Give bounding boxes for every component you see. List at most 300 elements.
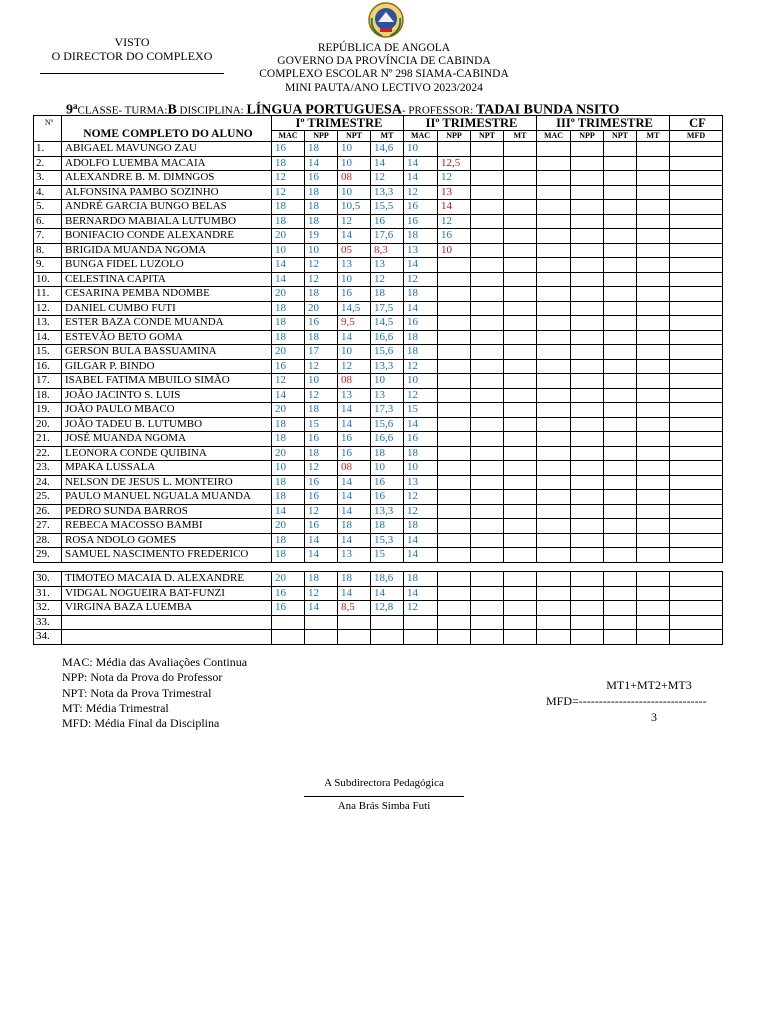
- grade-cell-t1-mt: 15,6: [371, 345, 404, 360]
- grade-cell-t1-npp: 14: [305, 601, 338, 616]
- student-name: SAMUEL NASCIMENTO FREDERICO: [62, 548, 272, 563]
- grade-cell-empty: [670, 142, 723, 157]
- classe-number: 9: [66, 102, 73, 118]
- grade-cell-empty: [537, 301, 571, 316]
- grade-cell-t1-npt: 13: [338, 548, 371, 563]
- grade-cell-t1-mac: 20: [272, 446, 305, 461]
- grade-cell-t1-npt: 16: [338, 287, 371, 302]
- grade-cell-t2-mac: 18: [404, 519, 438, 534]
- professor-value: TADAI BUNDA NSITO: [475, 102, 620, 118]
- grade-cell-t1-mt: 13,3: [371, 359, 404, 374]
- grade-cell-empty: [537, 504, 571, 519]
- grade-cell-empty: [571, 403, 604, 418]
- student-name: ESTEVÃO BETO GOMA: [62, 330, 272, 345]
- grade-cell-t1-npp: 14: [305, 533, 338, 548]
- grade-cell-t2-npp: [438, 519, 471, 534]
- grade-cell-t1-npt: 10: [338, 142, 371, 157]
- grade-cell-t1-mt: 16,6: [371, 432, 404, 447]
- grade-cell-t2-mt: [504, 615, 537, 630]
- grade-cell-t1-mac: 18: [272, 533, 305, 548]
- grade-cell-empty: [637, 359, 670, 374]
- grade-cell-t2-npp: [438, 403, 471, 418]
- grade-cell-t2-mt: [504, 258, 537, 273]
- grade-cell-empty: [537, 258, 571, 273]
- grade-cell-t2-mt: [504, 359, 537, 374]
- grade-cell-empty: [537, 417, 571, 432]
- grade-cell-t2-mac: 12: [404, 185, 438, 200]
- grade-cell-empty: [670, 586, 723, 601]
- grade-cell-empty: [571, 615, 604, 630]
- grade-cell-t2-mac: 14: [404, 171, 438, 186]
- grade-cell-t2-mac: 13: [404, 475, 438, 490]
- formula-lhs: MFD=--------------------------------: [546, 694, 707, 708]
- student-name: ANDRÉ GARCIA BUNGO BELAS: [62, 200, 272, 215]
- grade-cell-empty: [637, 185, 670, 200]
- table-row: [34, 615, 723, 630]
- grade-cell-t1-mt: 15,6: [371, 417, 404, 432]
- grade-cell-t2-mt: [504, 301, 537, 316]
- grades-table: [33, 115, 723, 563]
- grade-cell-t1-npt: 10: [338, 272, 371, 287]
- grade-cell-empty: [637, 630, 670, 645]
- grade-cell-t1-npt: 14: [338, 475, 371, 490]
- grade-cell-t1-npp: 16: [305, 519, 338, 534]
- grade-cell-t1-mt: 13,3: [371, 504, 404, 519]
- grade-cell-empty: [604, 504, 637, 519]
- grade-cell-t2-mac: 14: [404, 301, 438, 316]
- school-line: COMPLEXO ESCOLAR Nº 298 SIAMA-CABINDA: [259, 68, 509, 81]
- grade-cell-empty: [604, 403, 637, 418]
- grade-cell-t2-npt: [471, 586, 504, 601]
- grade-cell-t1-mt: 8,3: [371, 243, 404, 258]
- row-number: 9.: [34, 258, 62, 273]
- grade-cell-empty: [604, 258, 637, 273]
- grade-cell-empty: [670, 171, 723, 186]
- grade-cell-t2-mt: [504, 630, 537, 645]
- grade-cell-t1-mt: 17,6: [371, 229, 404, 244]
- grade-cell-t2-mt: [504, 243, 537, 258]
- grade-cell-empty: [571, 586, 604, 601]
- grade-cell-t1-npt: 14: [338, 330, 371, 345]
- grade-cell-t1-npt: 05: [338, 243, 371, 258]
- grade-cell-empty: [571, 432, 604, 447]
- grade-cell-t2-npt: [471, 258, 504, 273]
- grade-cell-empty: [537, 171, 571, 186]
- mfd-formula: [546, 677, 732, 725]
- grade-cell-t2-npt: [471, 345, 504, 360]
- grade-cell-t1-mt: 15: [371, 548, 404, 563]
- npp-header: NPP: [571, 131, 604, 142]
- grade-cell-t2-mac: 18: [404, 229, 438, 244]
- grade-cell-empty: [637, 142, 670, 157]
- grade-cell-empty: [571, 475, 604, 490]
- student-name: ISABEL FATIMA MBUILO SIMÃO: [62, 374, 272, 389]
- angola-emblem-icon: [366, 0, 406, 40]
- grade-cell-t1-mt: 18,6: [371, 572, 404, 587]
- grade-cell-t2-mac: 18: [404, 572, 438, 587]
- row-number: 30.: [34, 572, 62, 587]
- grade-cell-empty: [537, 630, 571, 645]
- table-row: [34, 432, 723, 447]
- grade-cell-empty: [604, 185, 637, 200]
- row-number: 10.: [34, 272, 62, 287]
- row-number: 14.: [34, 330, 62, 345]
- grade-cell-t1-mac: [272, 630, 305, 645]
- grade-cell-t2-npt: [471, 572, 504, 587]
- legend-item: MAC: Média das Avaliações Continua: [62, 655, 248, 669]
- grade-cell-empty: [670, 615, 723, 630]
- grade-cell-empty: [537, 200, 571, 215]
- grade-cell-t1-npp: 18: [305, 446, 338, 461]
- grade-cell-t1-mac: 10: [272, 243, 305, 258]
- grade-cell-t2-npp: 12: [438, 171, 471, 186]
- table-row: [34, 272, 723, 287]
- grade-cell-t2-mt: [504, 214, 537, 229]
- grade-cell-t2-npp: [438, 316, 471, 331]
- grade-cell-t2-npp: [438, 359, 471, 374]
- grade-cell-t2-mac: 12: [404, 388, 438, 403]
- grade-cell-t2-npt: [471, 359, 504, 374]
- grade-cell-t1-npp: 16: [305, 171, 338, 186]
- table-row: [34, 533, 723, 548]
- grade-cell-empty: [537, 519, 571, 534]
- grade-cell-t1-mac: 18: [272, 417, 305, 432]
- student-name: [62, 630, 272, 645]
- row-number: 6.: [34, 214, 62, 229]
- grade-cell-t1-mt: 10: [371, 374, 404, 389]
- grade-cell-t1-npt: 10: [338, 185, 371, 200]
- grade-cell-t2-npp: [438, 461, 471, 476]
- table-row: [34, 301, 723, 316]
- student-name: MPAKA LUSSALA: [62, 461, 272, 476]
- grade-cell-t2-npt: [471, 185, 504, 200]
- grade-cell-t1-mac: 14: [272, 388, 305, 403]
- student-name: JOÃO JACINTO S. LUIS: [62, 388, 272, 403]
- grade-cell-t1-npp: 12: [305, 586, 338, 601]
- grade-cell-t1-npp: 16: [305, 475, 338, 490]
- table-row: [34, 417, 723, 432]
- table-row: [34, 403, 723, 418]
- table-row: [34, 330, 723, 345]
- table-row: [34, 601, 723, 616]
- grade-cell-t1-npt: 14: [338, 504, 371, 519]
- row-number: 12.: [34, 301, 62, 316]
- table-row: [34, 200, 723, 215]
- grade-cell-t2-mac: 10: [404, 142, 438, 157]
- grade-cell-t1-npt: 08: [338, 374, 371, 389]
- grade-cell-t2-mt: [504, 316, 537, 331]
- grade-cell-t2-npt: [471, 142, 504, 157]
- row-number: 33.: [34, 615, 62, 630]
- grade-cell-empty: [571, 156, 604, 171]
- grade-cell-empty: [571, 461, 604, 476]
- grade-cell-t1-npt: 14: [338, 533, 371, 548]
- formula-numerator: MT1+MT2+MT3: [606, 678, 692, 692]
- grade-cell-t1-mt: 18: [371, 519, 404, 534]
- student-name: NELSON DE JESUS L. MONTEIRO: [62, 475, 272, 490]
- grade-cell-t1-npt: 14: [338, 417, 371, 432]
- grade-cell-empty: [604, 142, 637, 157]
- grade-cell-t2-npp: [438, 446, 471, 461]
- grade-cell-t1-mac: 12: [272, 374, 305, 389]
- row-number: 8.: [34, 243, 62, 258]
- npt-header: NPT: [338, 131, 371, 142]
- table-row: [34, 243, 723, 258]
- grade-cell-empty: [571, 171, 604, 186]
- table-row: [34, 519, 723, 534]
- grade-cell-empty: [637, 330, 670, 345]
- grade-cell-empty: [604, 330, 637, 345]
- grade-cell-t2-mt: [504, 185, 537, 200]
- grade-cell-t2-mac: 18: [404, 287, 438, 302]
- grade-cell-empty: [670, 345, 723, 360]
- grade-cell-t1-mt: 12,8: [371, 601, 404, 616]
- grade-cell-empty: [604, 388, 637, 403]
- grade-cell-t2-mac: 10: [404, 374, 438, 389]
- grade-cell-empty: [670, 475, 723, 490]
- grade-cell-t2-npt: [471, 316, 504, 331]
- grade-cell-t1-npt: 08: [338, 171, 371, 186]
- director-label: O DIRECTOR DO COMPLEXO: [51, 49, 213, 63]
- grade-cell-t1-mt: 14,5: [371, 316, 404, 331]
- grade-cell-empty: [537, 316, 571, 331]
- grade-cell-empty: [537, 432, 571, 447]
- grade-cell-empty: [670, 301, 723, 316]
- grade-cell-t1-mac: 18: [272, 475, 305, 490]
- table-row: [34, 572, 723, 587]
- grade-cell-t2-mac: 12: [404, 359, 438, 374]
- row-number: 7.: [34, 229, 62, 244]
- table-row: [34, 461, 723, 476]
- table-row: [34, 388, 723, 403]
- name-header: NOME COMPLETO DO ALUNO: [62, 116, 272, 142]
- grades-table-continued: [33, 571, 723, 645]
- grade-cell-t1-mt: [371, 615, 404, 630]
- student-name: LEONORA CONDE QUIBINA: [62, 446, 272, 461]
- grade-cell-t2-mac: 14: [404, 156, 438, 171]
- table-row: [34, 185, 723, 200]
- grade-cell-empty: [537, 572, 571, 587]
- turma-value: B: [167, 102, 177, 118]
- grade-cell-empty: [637, 504, 670, 519]
- visto-block: [40, 35, 224, 74]
- grade-cell-empty: [571, 572, 604, 587]
- grade-cell-t2-mt: [504, 432, 537, 447]
- grade-cell-t2-npt: [471, 287, 504, 302]
- grade-cell-t1-mac: 18: [272, 156, 305, 171]
- grade-cell-empty: [537, 272, 571, 287]
- grade-cell-t2-npt: [471, 171, 504, 186]
- grade-cell-t2-mt: [504, 200, 537, 215]
- grade-cell-empty: [670, 572, 723, 587]
- grade-cell-t2-npp: [438, 533, 471, 548]
- grade-cell-empty: [604, 301, 637, 316]
- grade-cell-t2-mt: [504, 446, 537, 461]
- disciplina-value: LÍNGUA PORTUGUESA: [246, 102, 402, 118]
- grade-cell-empty: [637, 243, 670, 258]
- grade-cell-t1-npp: 12: [305, 388, 338, 403]
- grade-cell-t1-npp: 18: [305, 287, 338, 302]
- grade-cell-t2-npp: 13: [438, 185, 471, 200]
- grade-cell-empty: [670, 490, 723, 505]
- signature-block: [304, 776, 464, 813]
- grade-cell-t2-npp: [438, 287, 471, 302]
- grade-cell-t2-mac: [404, 615, 438, 630]
- grade-cell-t2-npp: [438, 330, 471, 345]
- grade-cell-empty: [604, 359, 637, 374]
- grade-cell-empty: [670, 287, 723, 302]
- grade-cell-empty: [604, 316, 637, 331]
- grade-cell-t2-mt: [504, 229, 537, 244]
- grade-cell-empty: [637, 586, 670, 601]
- grade-cell-empty: [637, 301, 670, 316]
- grade-cell-t2-mac: 16: [404, 200, 438, 215]
- student-name: BERNARDO MABIALA LUTUMBO: [62, 214, 272, 229]
- legend-item: NPP: Nota da Prova do Professor: [62, 670, 223, 685]
- grade-cell-t1-npt: 9,5: [338, 316, 371, 331]
- grade-cell-t1-npp: 17: [305, 345, 338, 360]
- student-name: JOÃO TADEU B. LUTUMBO: [62, 417, 272, 432]
- row-number: 2.: [34, 156, 62, 171]
- grade-cell-empty: [537, 403, 571, 418]
- grade-cell-t2-mac: 18: [404, 330, 438, 345]
- cf-header: CF: [670, 116, 723, 131]
- table-row: [34, 156, 723, 171]
- student-name: ROSA NDOLO GOMES: [62, 533, 272, 548]
- grade-cell-t1-npp: 14: [305, 156, 338, 171]
- grade-cell-t1-mac: 16: [272, 359, 305, 374]
- table-row: [34, 345, 723, 360]
- grade-cell-t1-mt: 13,3: [371, 185, 404, 200]
- grade-cell-t2-mt: [504, 272, 537, 287]
- grade-cell-empty: [571, 243, 604, 258]
- grade-cell-t2-npp: 12: [438, 214, 471, 229]
- government-line: GOVERNO DA PROVÍNCIA DE CABINDA: [277, 55, 491, 68]
- grade-cell-t2-mac: 14: [404, 586, 438, 601]
- grade-cell-t1-npt: 14: [338, 586, 371, 601]
- grade-cell-t1-mac: 16: [272, 601, 305, 616]
- grade-cell-t1-npp: [305, 615, 338, 630]
- row-number: 19.: [34, 403, 62, 418]
- grade-cell-empty: [537, 229, 571, 244]
- grade-cell-t1-mac: 18: [272, 200, 305, 215]
- school-year-line: MINI PAUTA/ANO LECTIVO 2023/2024: [285, 81, 483, 94]
- grade-cell-empty: [571, 490, 604, 505]
- grade-cell-t2-mt: [504, 403, 537, 418]
- grade-cell-t2-npt: [471, 601, 504, 616]
- grade-cell-t2-npt: [471, 475, 504, 490]
- grades-body: [34, 142, 723, 563]
- student-name: BONIFACIO CONDE ALEXANDRE: [62, 229, 272, 244]
- student-name: ALFONSINA PAMBO SOZINHO: [62, 185, 272, 200]
- grade-cell-empty: [537, 156, 571, 171]
- grade-cell-t2-npp: [438, 388, 471, 403]
- classe-label: CLASSE- TURMA:: [77, 104, 168, 117]
- grade-cell-empty: [637, 287, 670, 302]
- mac-header: MAC: [272, 131, 305, 142]
- table-row: [34, 258, 723, 273]
- grade-cell-t1-mt: 18: [371, 287, 404, 302]
- student-name: ADOLFO LUEMBA MACAIA: [62, 156, 272, 171]
- row-number: 29.: [34, 548, 62, 563]
- grade-cell-t1-mac: 18: [272, 490, 305, 505]
- grade-cell-t1-npt: [338, 630, 371, 645]
- table-row: [34, 504, 723, 519]
- grade-cell-t1-mt: 12: [371, 171, 404, 186]
- grade-cell-empty: [571, 504, 604, 519]
- student-name: ESTER BAZA CONDE MUANDA: [62, 316, 272, 331]
- grade-cell-empty: [537, 287, 571, 302]
- grade-cell-t1-npp: 12: [305, 504, 338, 519]
- grade-cell-empty: [571, 330, 604, 345]
- grade-cell-empty: [637, 171, 670, 186]
- table-row: [34, 446, 723, 461]
- grade-cell-t1-mt: 14: [371, 156, 404, 171]
- grade-cell-t1-npp: 12: [305, 359, 338, 374]
- grade-cell-t2-mt: [504, 490, 537, 505]
- grade-cell-t2-mt: [504, 374, 537, 389]
- grade-cell-t1-npp: 18: [305, 185, 338, 200]
- grade-cell-t1-npt: 10: [338, 345, 371, 360]
- row-number: 28.: [34, 533, 62, 548]
- row-number: 15.: [34, 345, 62, 360]
- grade-cell-t1-npt: 08: [338, 461, 371, 476]
- mac-header: MAC: [404, 131, 438, 142]
- npt-header: NPT: [471, 131, 504, 142]
- grade-cell-t2-mac: 12: [404, 504, 438, 519]
- grade-cell-t2-npp: [438, 475, 471, 490]
- grade-cell-t2-mac: 18: [404, 345, 438, 360]
- grade-cell-empty: [571, 548, 604, 563]
- grade-cell-empty: [670, 185, 723, 200]
- grade-cell-empty: [637, 345, 670, 360]
- grade-cell-t2-npp: [438, 615, 471, 630]
- grade-cell-t2-npp: 14: [438, 200, 471, 215]
- grade-cell-empty: [670, 156, 723, 171]
- grade-cell-empty: [670, 461, 723, 476]
- row-number: 18.: [34, 388, 62, 403]
- row-number: 20.: [34, 417, 62, 432]
- grade-cell-t2-npp: [438, 586, 471, 601]
- grade-cell-empty: [637, 446, 670, 461]
- signature-line: [304, 796, 464, 797]
- grade-cell-empty: [670, 359, 723, 374]
- grade-cell-empty: [670, 519, 723, 534]
- grade-cell-empty: [670, 316, 723, 331]
- row-number: 31.: [34, 586, 62, 601]
- student-name: BUNGA FIDEL LUZOLO: [62, 258, 272, 273]
- grade-cell-t2-npt: [471, 615, 504, 630]
- grade-cell-empty: [571, 359, 604, 374]
- grade-cell-empty: [604, 461, 637, 476]
- student-name: [62, 615, 272, 630]
- table-row: [34, 229, 723, 244]
- grade-cell-t2-mac: 15: [404, 403, 438, 418]
- grade-cell-t1-mt: 17,5: [371, 301, 404, 316]
- mfd-header: MFD: [670, 131, 723, 142]
- grade-cell-empty: [637, 417, 670, 432]
- student-name: BRIGIDA MUANDA NGOMA: [62, 243, 272, 258]
- grade-cell-empty: [537, 214, 571, 229]
- grade-cell-t2-npp: [438, 345, 471, 360]
- row-number: 22.: [34, 446, 62, 461]
- grade-cell-empty: [537, 388, 571, 403]
- grade-cell-empty: [537, 243, 571, 258]
- grade-cell-t1-npt: 18: [338, 519, 371, 534]
- grade-cell-empty: [571, 214, 604, 229]
- grade-cell-t2-mt: [504, 287, 537, 302]
- table-row: [34, 475, 723, 490]
